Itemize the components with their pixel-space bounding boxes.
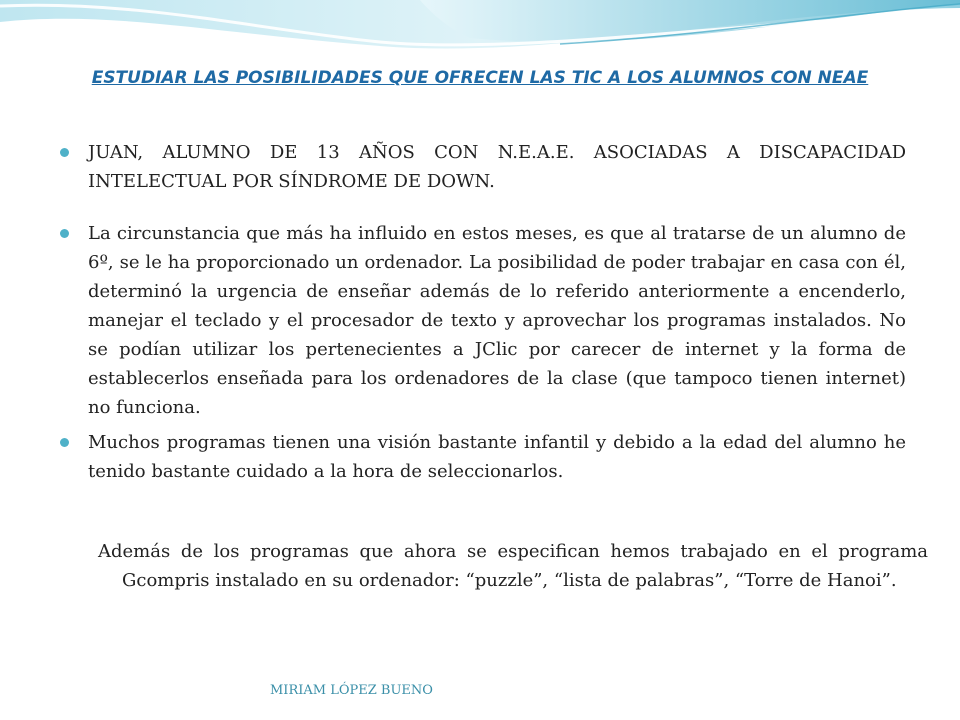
bullet-dot-icon (60, 438, 69, 447)
bullet-text-programs: Muchos programas tienen una visión bastante infantil y debido a la edad del alumno he tenido bastante cuidado a la hora de seleccionarlos. (88, 432, 906, 482)
bullet-text-computer: La circunstancia que más ha influido en estos meses, es que al tratarse de un alumno de 6º, se le ha proporcionado un ordenador. La posibilidad de poder trabajar en casa con él, determinó la urgencia de enseñar además de lo referido anteriormente a encenderlo, manejar el teclado y el procesador de texto y aprovechar los programas instalados. No se podían utilizar los pertenecientes a JClic por carecer de internet y la forma de establecerlos enseñada para los ordenadores de la clase (que tampoco tienen internet) no funciona. (88, 223, 906, 418)
bullet-dot-icon (60, 229, 69, 238)
author-footer: MIRIAM LÓPEZ BUENO (270, 683, 433, 698)
bullet-item-student (60, 138, 906, 196)
bullet-item-computer (60, 219, 906, 422)
slide-title: ESTUDIAR LAS POSIBILIDADES QUE OFRECEN LAS TIC A LOS ALUMNOS CON NEAE (91, 68, 869, 88)
bullet-item-programs (60, 428, 906, 486)
bullet-list (60, 138, 906, 486)
bullet-text-student: JUAN, ALUMNO DE 13 AÑOS CON N.E.A.E. ASOCIADAS A DISCAPACIDAD INTELECTUAL POR SÍNDROME DE DOWN. (88, 142, 906, 192)
bullet-dot-icon (60, 148, 69, 157)
gcompris-paragraph: Además de los programas que ahora se especifican hemos trabajado en el programa Gcompris instalado en su ordenador: “puzzle”, “lista de palabras”, “Torre de Hanoi”. (98, 541, 928, 591)
